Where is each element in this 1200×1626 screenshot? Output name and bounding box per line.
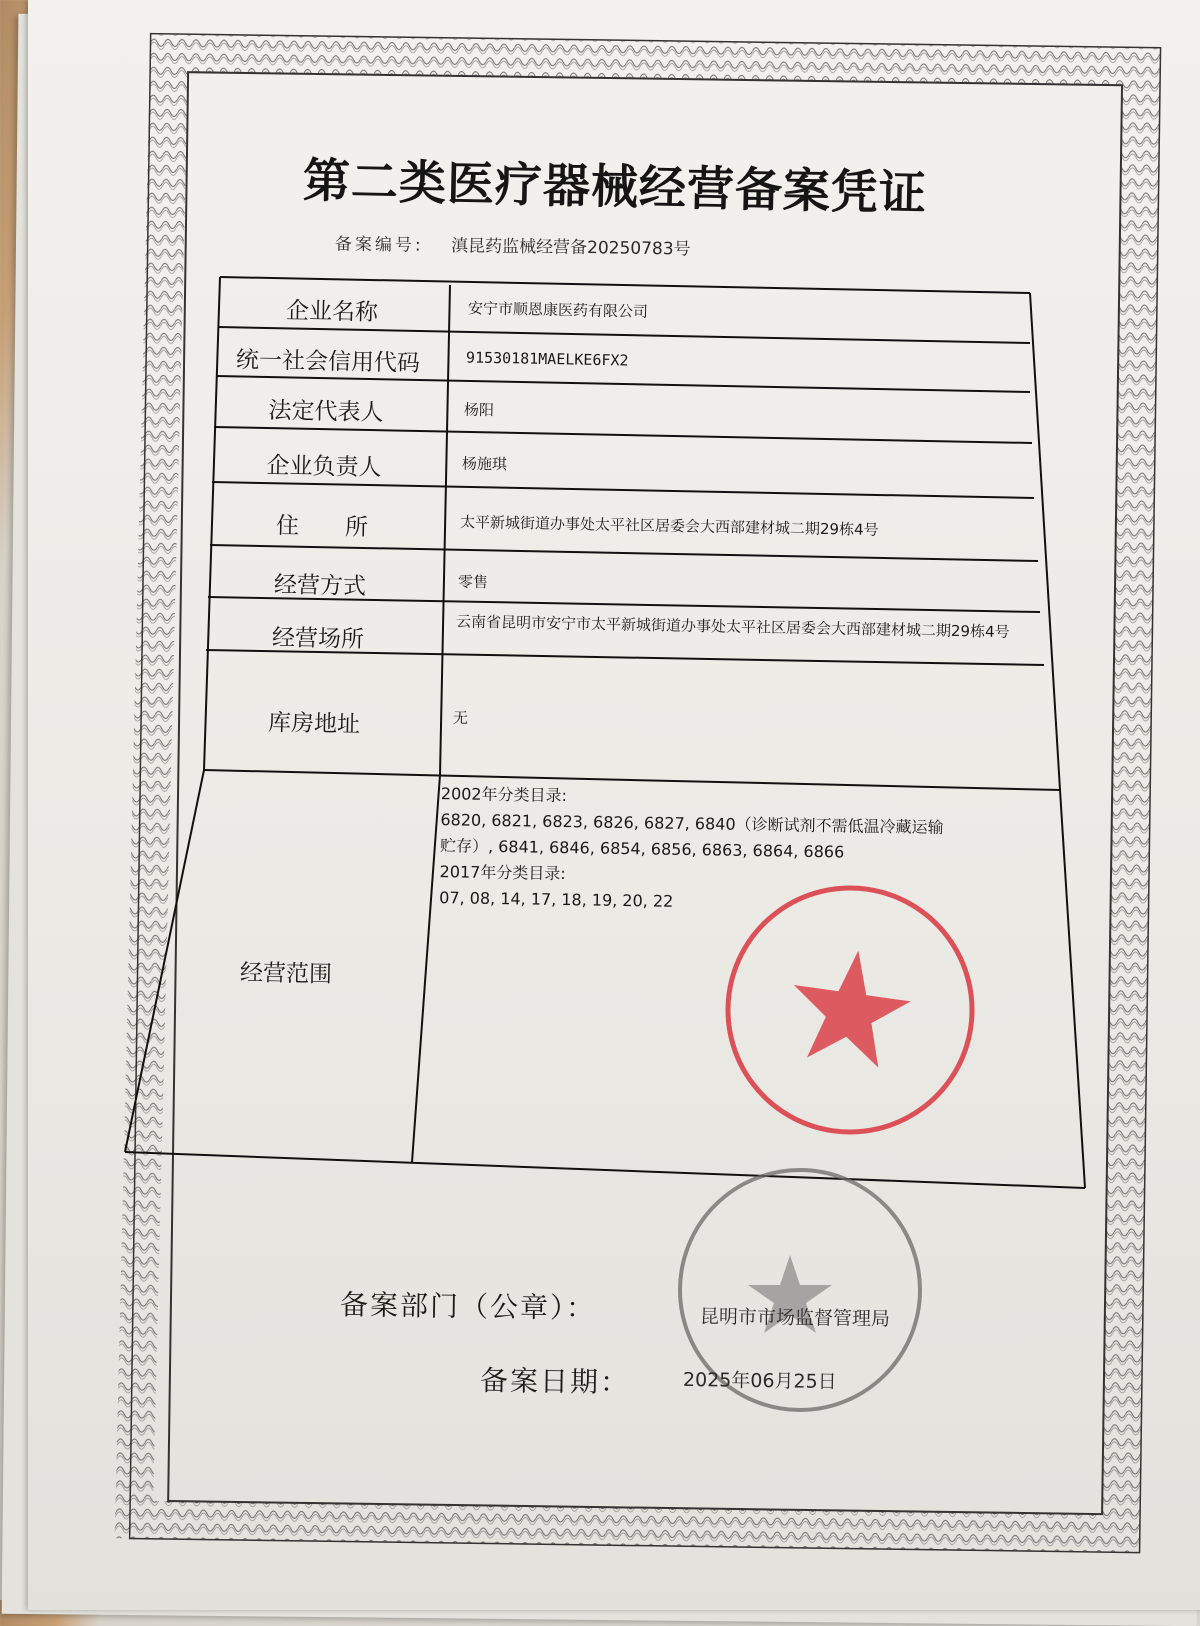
row-value-domicile: 太平新城街道办事处太平社区居委会大西部建材城二期29栋4号: [459, 512, 879, 540]
row-value-business-premises: 云南省昆明市安宁市太平新城街道办事处太平社区居委会大西部建材城二期29栋4号: [455, 612, 1010, 642]
document-title: 第二类医疗器械经营备案凭证: [302, 153, 928, 222]
row-value-warehouse-address: 无: [452, 708, 469, 728]
row-label-company-name: 企业名称: [285, 298, 379, 326]
row-label-person-in-charge: 企业负责人: [266, 452, 382, 482]
registration-number: 滇昆药监械经营备20250783号: [450, 236, 691, 260]
department-label: 备案部门（公章）：: [339, 1288, 597, 1325]
date-label: 备案日期：: [479, 1363, 631, 1400]
scope-line: 2017年分类目录:: [439, 862, 566, 884]
scope-line: 贮存）, 6841, 6846, 6854, 6856, 6863, 6864, 6866: [439, 836, 845, 862]
registration-label: 备案编号:: [334, 234, 424, 256]
row-value-credit-code: 91530181MAELKE6FX2: [465, 348, 629, 370]
row-label-business-scope: 经营范围: [239, 960, 333, 988]
department-value: 昆明市市场监督管理局: [699, 1305, 891, 1331]
registration-line: [335, 230, 691, 260]
scope-line: 2002年分类目录:: [440, 784, 568, 806]
scope-line: 07, 08, 14, 17, 18, 19, 20, 22: [439, 888, 674, 911]
row-value-person-in-charge: 杨施琪: [461, 454, 508, 474]
business-scope-text: [439, 781, 1061, 921]
date-value: 2025年06月25日: [682, 1368, 837, 1394]
row-value-company-name: 安宁市顺恩康医药有限公司: [467, 299, 649, 321]
row-label-legal-representative: 法定代表人: [268, 397, 384, 427]
row-value-legal-representative: 杨阳: [463, 400, 495, 420]
row-value-business-mode: 零售: [457, 572, 489, 592]
row-label-credit-code: 统一社会信用代码: [235, 347, 421, 377]
row-label-domicile: 住 所: [275, 513, 369, 541]
row-label-business-premises: 经营场所: [271, 625, 365, 653]
row-label-warehouse-address: 库房地址: [267, 710, 361, 738]
row-label-business-mode: 经营方式: [273, 572, 367, 600]
scope-line: 6820, 6821, 6823, 6826, 6827, 6840（诊断试剂不需低温冷藏运输: [440, 810, 944, 838]
